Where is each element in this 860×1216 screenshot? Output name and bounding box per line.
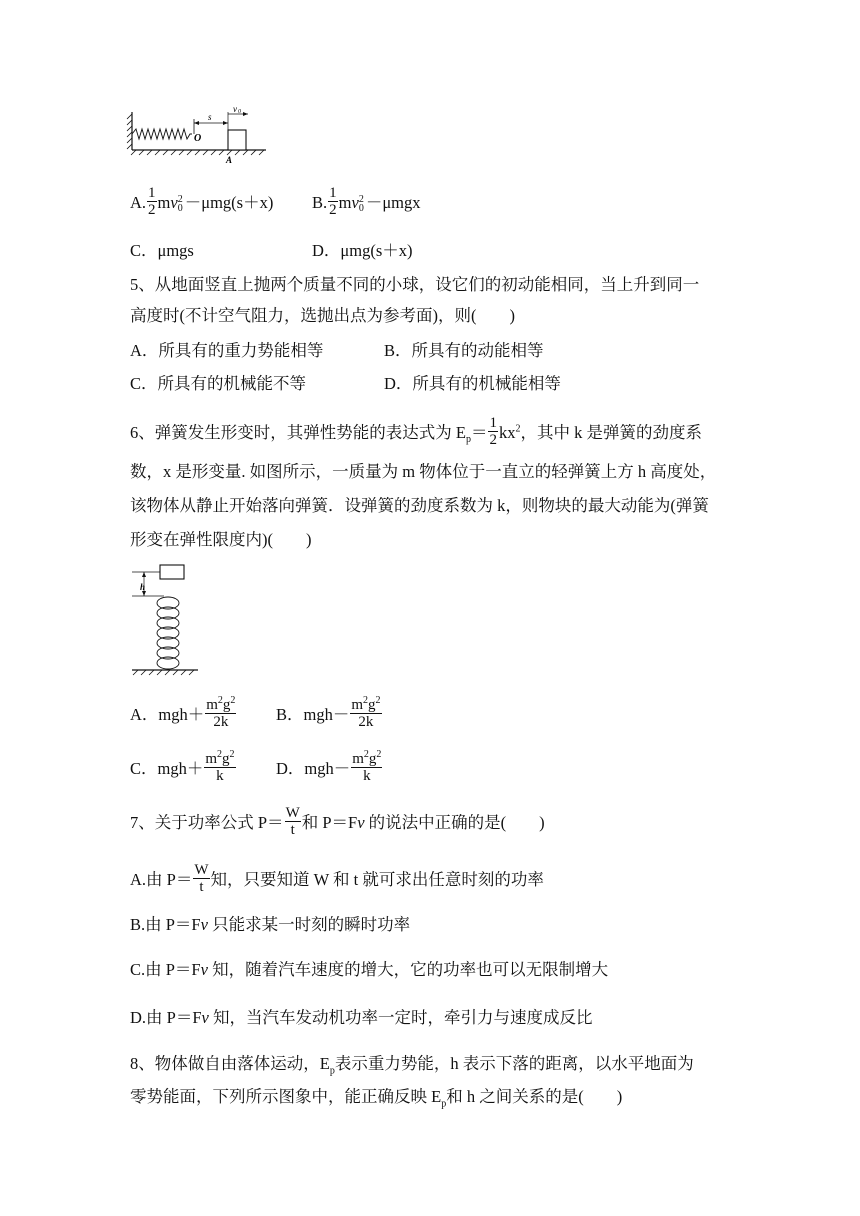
a-label: A	[226, 155, 233, 165]
q6-stem-line1: 6、弹簧发生形变时，其弹性势能的表达式为 $E_p=$ $\frac{1}{2}$ $kx^2$，其中 k 是弹簧的劲度系	[130, 415, 702, 448]
q8-stem-line1: 8、物体做自由落体运动，$E_p$表示重力势能，h 表示下落的距离，以水平地面为	[130, 1054, 694, 1077]
q6-spring-figure	[128, 562, 218, 682]
s-label: s	[208, 112, 212, 122]
q6-stem-line2: 数，x 是形变量. 如图所示，一质量为 m 物体位于一直立的轻弹簧上方 h 高度处，	[130, 462, 717, 481]
q4-option-d: D．μmg(s＋x)	[312, 241, 413, 260]
q7-option-b: B.由 P＝Fv 只能求某一时刻的瞬时功率	[130, 915, 411, 934]
q6-option-a: A．mgh＋ $\frac{m^2g^2}{2k}$	[130, 695, 236, 730]
q6-option-b: B．mgh－ $\frac{m^2g^2}{2k}$	[276, 695, 381, 730]
v0-label: v	[233, 104, 237, 114]
q5-option-b: B．所具有的动能相等	[384, 341, 544, 360]
q4-option-c: C．μmgs	[130, 241, 194, 260]
q5-option-c: C．所具有的机械能不等	[130, 374, 307, 393]
h-label: h	[140, 582, 146, 592]
q6-option-c: C．mgh＋ $\frac{m^2g^2}{k}$	[130, 749, 235, 784]
q4-option-a: A. $\frac{1}{2}$ mv 2 0 －μmg(s＋x)	[130, 185, 274, 218]
q5-stem-line2: 高度时(不计空气阻力，选抛出点为参考面)，则( )	[130, 306, 515, 325]
q6-stem-line3: 该物体从静止开始落向弹簧．设弹簧的劲度系数为 k，则物块的最大动能为(弹簧	[130, 496, 709, 515]
q5-stem-line1: 5、从地面竖直上抛两个质量不同的小球，设它们的初动能相同，当上升到同一	[130, 275, 700, 294]
q4-option-b: B. $\frac{1}{2}$ mv 2 0 －μmgx	[312, 185, 421, 218]
q6-stem-line4: 形变在弹性限度内)( )	[130, 530, 312, 549]
q7-option-d: D.由 P＝Fv 知，当汽车发动机功率一定时，牵引力与速度成反比	[130, 1008, 593, 1027]
v0-sub-label: 0	[238, 109, 241, 115]
q8-stem-line2: 零势能面，下列所示图象中，能正确反映 $E_p$和 h 之间关系的是( )	[130, 1087, 623, 1110]
q4-spring-block-figure	[124, 104, 274, 166]
q7-option-c: C.由 P＝Fv 知，随着汽车速度的增大，它的功率也可以无限制增大	[130, 960, 609, 979]
o-label: O	[194, 133, 202, 144]
q7-stem: 7、关于功率公式 P＝ $\frac{W}{t}$ 和 P＝Fv 的说法中正确的是( )	[130, 805, 545, 838]
q7-option-a: A.由 P＝ $\frac{W}{t}$ 知，只要知道 W 和 t 就可求出任意时刻的功率	[130, 862, 544, 895]
q6-option-d: D．mgh－ $\frac{m^2g^2}{k}$	[276, 749, 382, 784]
q5-option-d: D．所具有的机械能相等	[384, 374, 561, 393]
q5-option-a: A．所具有的重力势能相等	[130, 341, 324, 360]
